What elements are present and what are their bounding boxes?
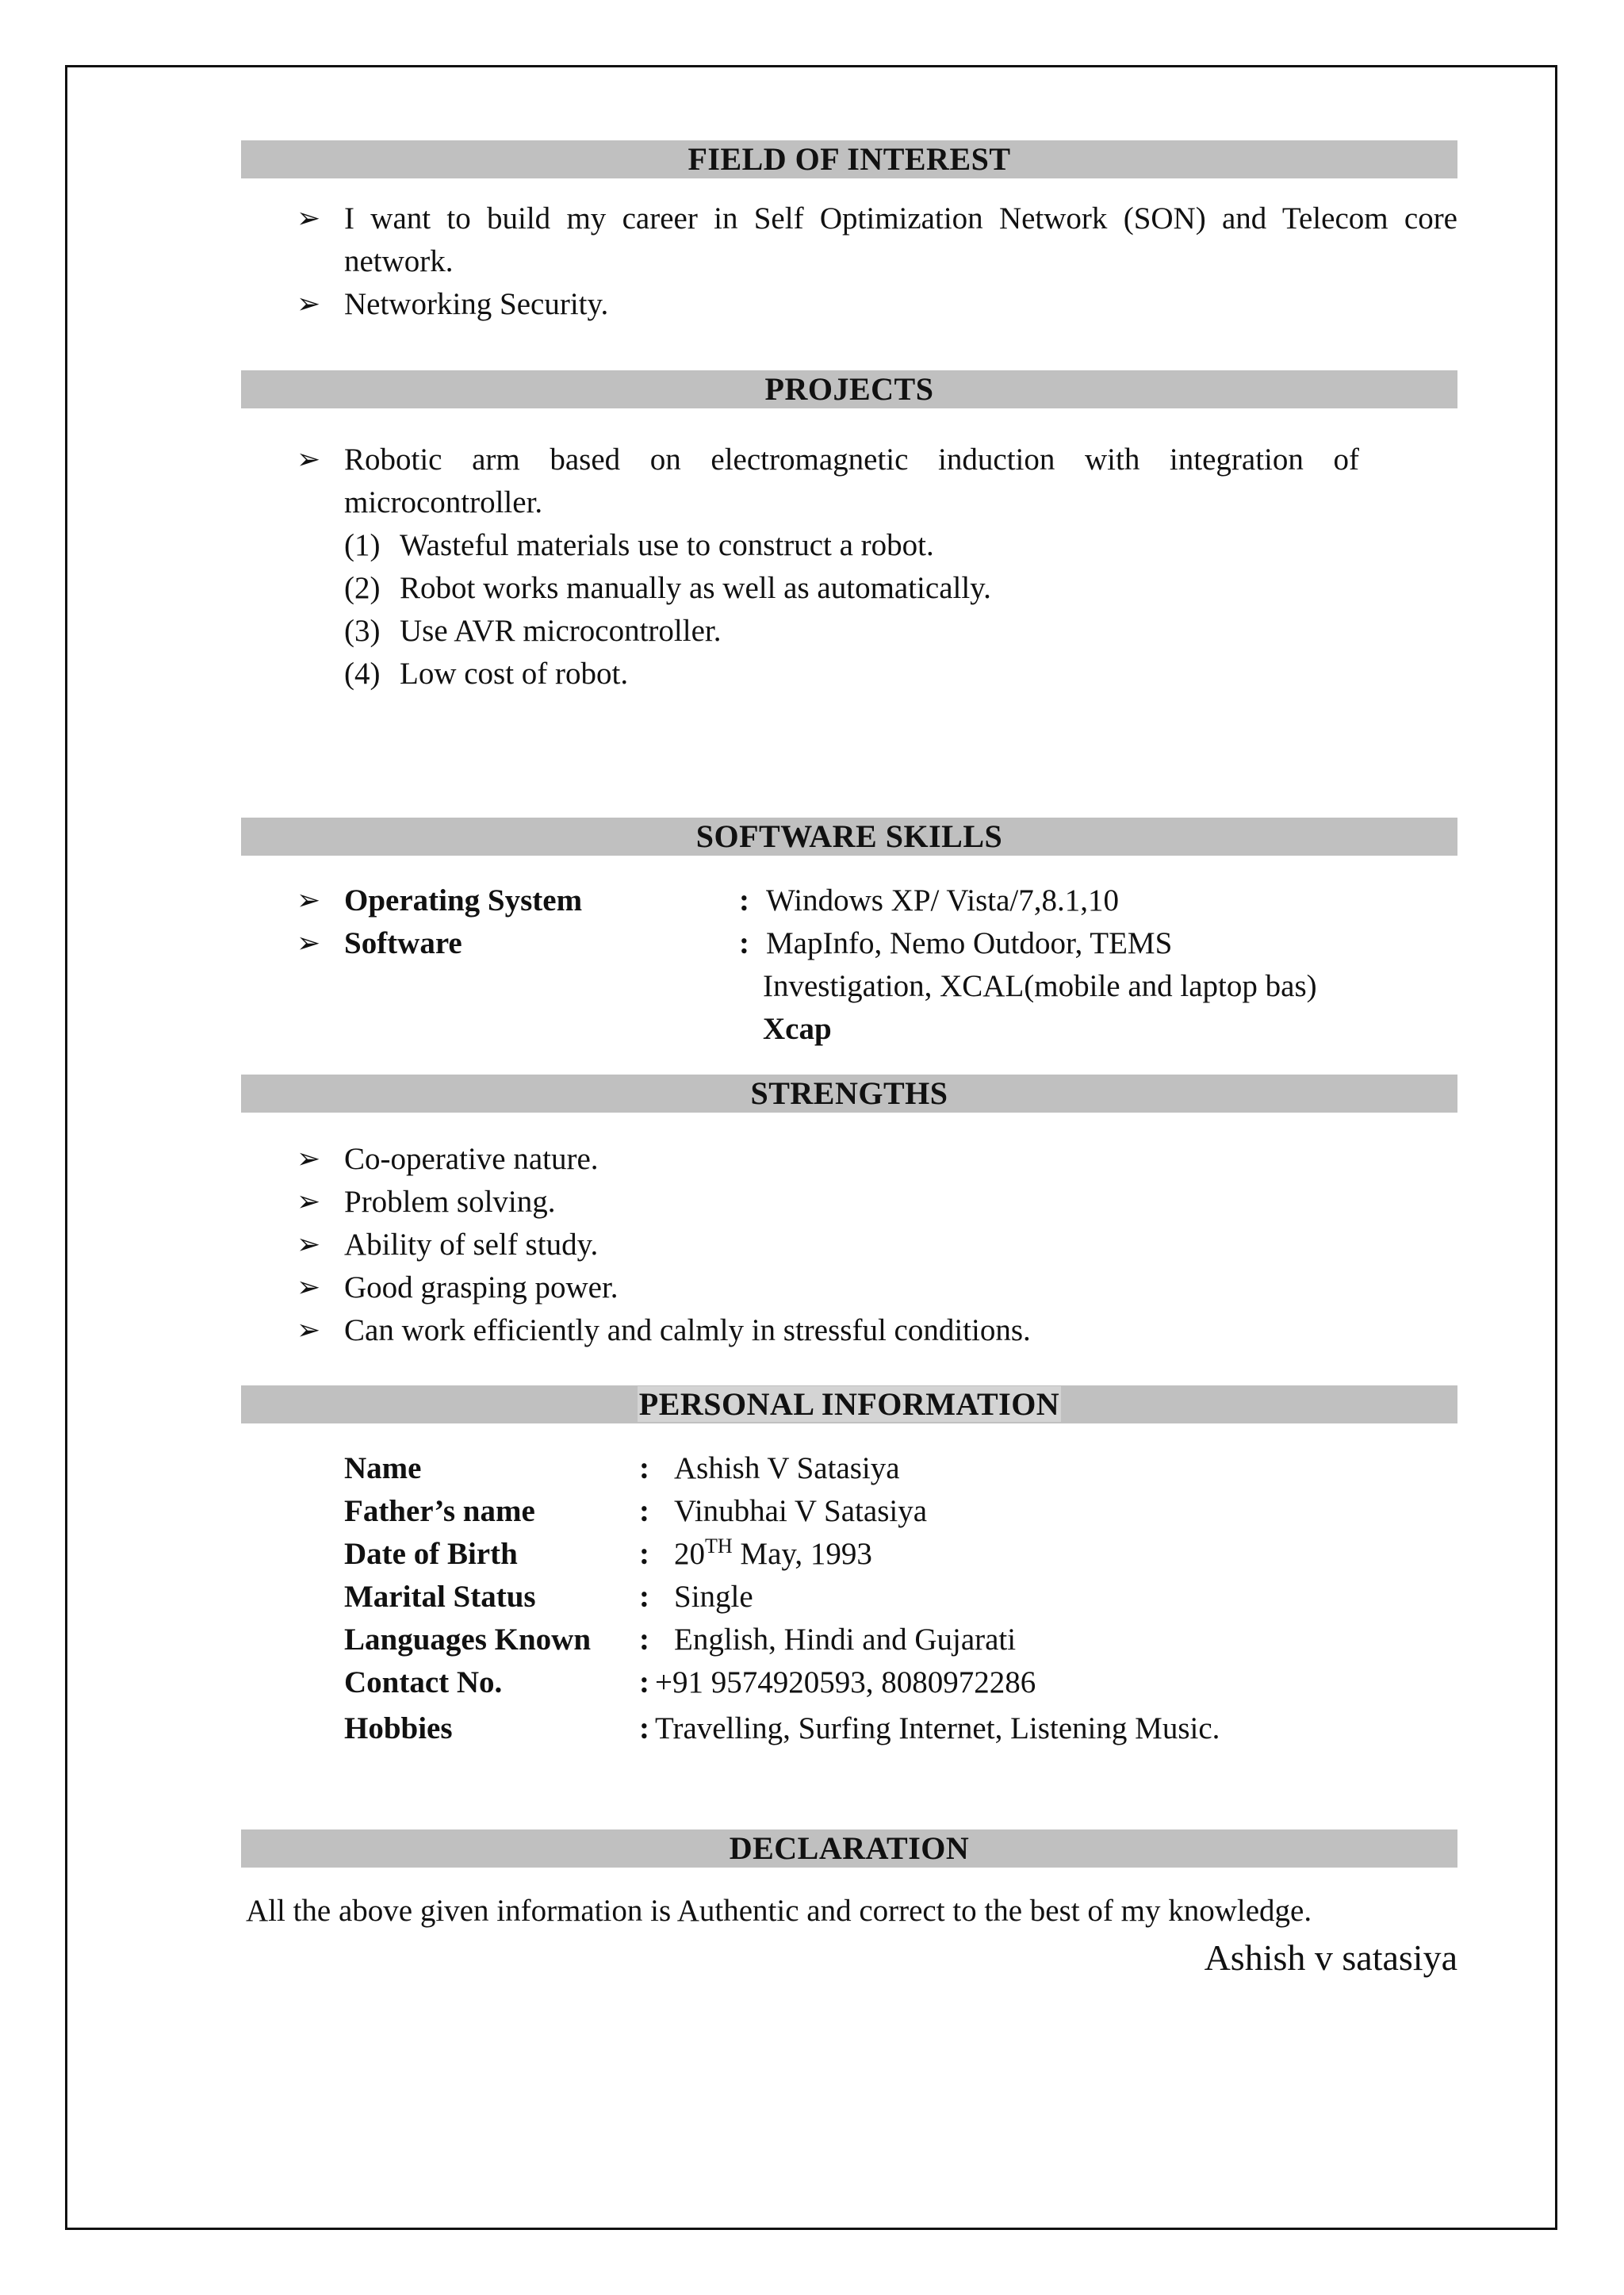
list-item: ➢ I want to build my career in Self Optimization Network (SON) and Telecom core bbox=[241, 197, 1457, 240]
project-point: (2) Robot works manually as well as automatically. bbox=[344, 571, 991, 605]
project-point: (4) Low cost of robot. bbox=[344, 657, 629, 691]
strengths-list bbox=[241, 1138, 1457, 1352]
arrowhead-bullet-icon: ➢ bbox=[297, 1228, 321, 1261]
list-item-continuation: microcontroller. bbox=[344, 485, 543, 519]
project-point: (1) Wasteful materials use to construct a robot. bbox=[344, 528, 934, 562]
list-item: ➢ Good grasping power. bbox=[241, 1266, 1457, 1309]
project-points bbox=[241, 524, 1457, 695]
list-item: ➢ Problem solving. bbox=[241, 1181, 1457, 1224]
list-item: ➢ Networking Security. bbox=[241, 283, 1457, 326]
info-row-contact: Contact No. : +91 9574920593, 8080972286 bbox=[344, 1665, 1036, 1699]
projects-heading: PROJECTS bbox=[241, 370, 1457, 408]
software-skills-table bbox=[241, 879, 1457, 1051]
software-skills-heading: SOFTWARE SKILLS bbox=[241, 818, 1457, 856]
info-row-hobbies: Hobbies : Travelling, Surfing Internet, Listening Music. bbox=[344, 1711, 1220, 1745]
personal-information-table bbox=[241, 1447, 1457, 1750]
info-row-father: Father’s name : Vinubhai V Satasiya bbox=[344, 1494, 928, 1528]
arrowhead-bullet-icon: ➢ bbox=[297, 1143, 321, 1175]
strengths-heading: STRENGTHS bbox=[241, 1075, 1457, 1113]
list-item: ➢ Ability of self study. bbox=[241, 1224, 1457, 1266]
skill-row-software-cont: Xcap bbox=[763, 1012, 832, 1046]
arrowhead-bullet-icon: ➢ bbox=[297, 884, 321, 917]
info-row-name: Name : Ashish V Satasiya bbox=[344, 1451, 900, 1485]
skill-row-software: ➢ Software : MapInfo, Nemo Outdoor, TEMS bbox=[241, 922, 1457, 965]
arrowhead-bullet-icon: ➢ bbox=[297, 1314, 321, 1347]
list-item: ➢ Co-operative nature. bbox=[241, 1138, 1457, 1181]
resume-page bbox=[241, 140, 1457, 1982]
arrowhead-bullet-icon: ➢ bbox=[297, 927, 321, 960]
info-row-languages: Languages Known : English, Hindi and Gujarati bbox=[344, 1623, 1017, 1657]
declaration-text: All the above given information is Authentic and correct to the best of my knowledge. bbox=[246, 1894, 1312, 1928]
projects-list bbox=[241, 439, 1359, 524]
skill-row-software-cont: Investigation, XCAL(mobile and laptop bas) bbox=[763, 969, 1317, 1003]
list-item: ➢ Can work efficiently and calmly in stressful conditions. bbox=[241, 1309, 1457, 1352]
arrowhead-bullet-icon: ➢ bbox=[297, 202, 321, 235]
skill-row-os: ➢ Operating System : Windows XP/ Vista/7,8.1,10 bbox=[241, 879, 1457, 922]
arrowhead-bullet-icon: ➢ bbox=[297, 288, 321, 320]
list-item-continuation: network. bbox=[344, 244, 454, 278]
project-point: (3) Use AVR microcontroller. bbox=[344, 614, 722, 648]
signature: Ashish v satasiya bbox=[1204, 1937, 1457, 1978]
field-of-interest-list bbox=[241, 197, 1457, 326]
arrowhead-bullet-icon: ➢ bbox=[297, 443, 321, 476]
info-row-marital: Marital Status : Single bbox=[344, 1580, 753, 1614]
info-row-dob: Date of Birth : 20TH May, 1993 bbox=[241, 1533, 1457, 1576]
list-item: ➢ Robotic arm based on electromagnetic induction with integration of bbox=[241, 439, 1359, 481]
arrowhead-bullet-icon: ➢ bbox=[297, 1186, 321, 1218]
personal-information-heading: PERSONAL INFORMATION bbox=[241, 1385, 1457, 1423]
arrowhead-bullet-icon: ➢ bbox=[297, 1271, 321, 1304]
dob-value: 20TH May, 1993 bbox=[674, 1534, 872, 1571]
field-of-interest-heading: FIELD OF INTEREST bbox=[241, 140, 1457, 178]
declaration-heading: DECLARATION bbox=[241, 1829, 1457, 1868]
